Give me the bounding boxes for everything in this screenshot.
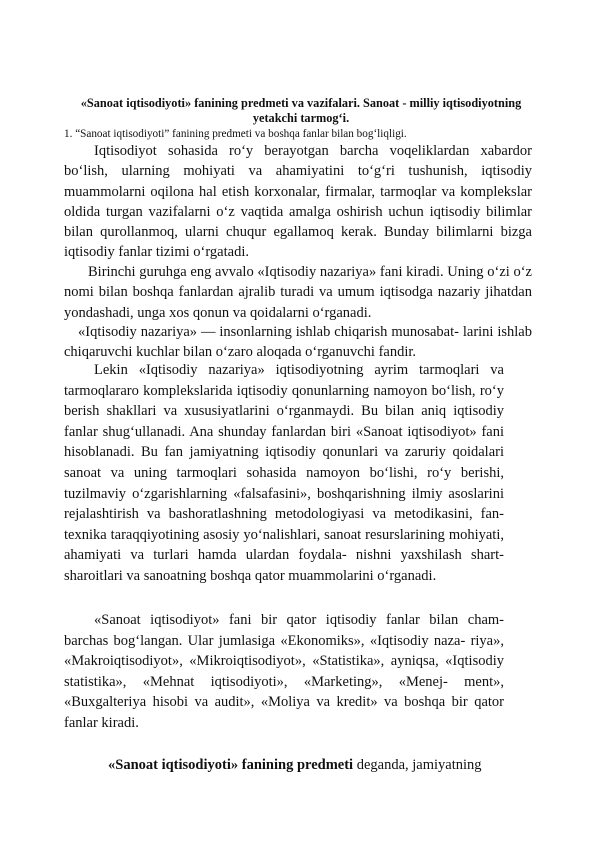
document-title: «Sanoat iqtisodiyoti» fanining predmeti va vazifalari. Sanoat - milliy iqtisodiyotning yetakchi tarmog‘i. [80, 96, 522, 125]
bold-term: «Sanoat iqtisodiyoti» fanining predmeti [108, 757, 354, 773]
paragraph-5: «Sanoat iqtisodiyot» fani bir qator iqtisodiy fanlar bilan cham- barchas bog‘langan. Ular jumlasiga «Ekonomiks», «Iqtisodiy naza- riya», «Makroiqtisodiyot», «Mikroiqtisodiyot», «Statistika», ayniqsa, «Iqtisodiy statistika», «Mehnat iqtisodiyoti», «Marketing», «Menej- ment», «Buxgalteriya hisobi va audit», «Moliya va kredit» va boshqa bir qator fanlar kiradi. [64, 612, 504, 731]
paragraph-2: Birinchi guruhga eng avvalo «Iqtisodiy nazariya» fani kiradi. Uning o‘zi o‘z nomi bilan boshqa fanlardan ajralib turadi va umum iqtisodga nazariy jihatdan yondashadi, unga xos qonun va qoidalarni o‘rganadi. [64, 264, 532, 321]
paragraph-3: «Iqtisodiy nazariya» — insonlarning ishlab chiqarish munosabat- larini ishlab chiqaruvchi kuchlar bilan o‘zaro aloqada o‘rganuvchi fandir. [64, 324, 532, 361]
paragraph-6 [64, 755, 504, 776]
numbered-subheading: 1. “Sanoat iqtisodiyoti” fanining predmeti va boshqa fanlar bilan bog‘liqligi. [64, 128, 407, 140]
paragraph-1: Iqtisodiyot sohasida ro‘y berayotgan barcha voqeliklardan xabardor bo‘lish, ularning mohiyati va ahamiyatini to‘g‘ri tushunish, iqtisodiy muammolarni oqilona hal etish korxonalar, firmalar, tarmoqlar va komplekslar oldida turgan vazifalarni o‘z vaqtida amalga oshirish uchun iqtisodiy bilimlar bilan qurollanmoq, ularni chuqur egallamoq kerak. Bunday bilimlarni bizga iqtisodiy fanlar tizimi o‘rgatadi. [64, 143, 532, 261]
paragraph-6-text: deganda, jamiyatning [353, 757, 482, 773]
paragraph-4: Lekin «Iqtisodiy nazariya» iqtisodiyotning ayrim tarmoqlari va tarmoqlararo komplekslarida iqtisodiy qonunlarning namoyon bo‘lish, ro‘y berish shakllari va xususiyatlarini o‘rganmaydi. Bu bilan aniq iqtisodiy fanlar shug‘ullanadi. Ana shunday fanlardan biri «Sanoat iqtisodiyot» fani hisoblanadi. Bu fan jamiyatning iqtisodiy qonunlari va zaruriy qoidalari sanoat va uning tarmoqlari sohasida namoyon bo‘lishi, ro‘y berishi, tuzilmaviy o‘zgarishlarning «falsafasini», boshqarishning ilmiy asoslarini rejalashtirish va bashoratlashning metodologiyasi va metodikasini, fan-texnika taraqqiyotining asosiy yo‘nalishlari, sanoat resurslarining mohiyati, ahamiyati va turlari hamda ulardan foydala- nishni yaxshilash shart-sharoitlari va sanoatning boshqa qator muammolarini o‘rganadi. [64, 362, 504, 584]
